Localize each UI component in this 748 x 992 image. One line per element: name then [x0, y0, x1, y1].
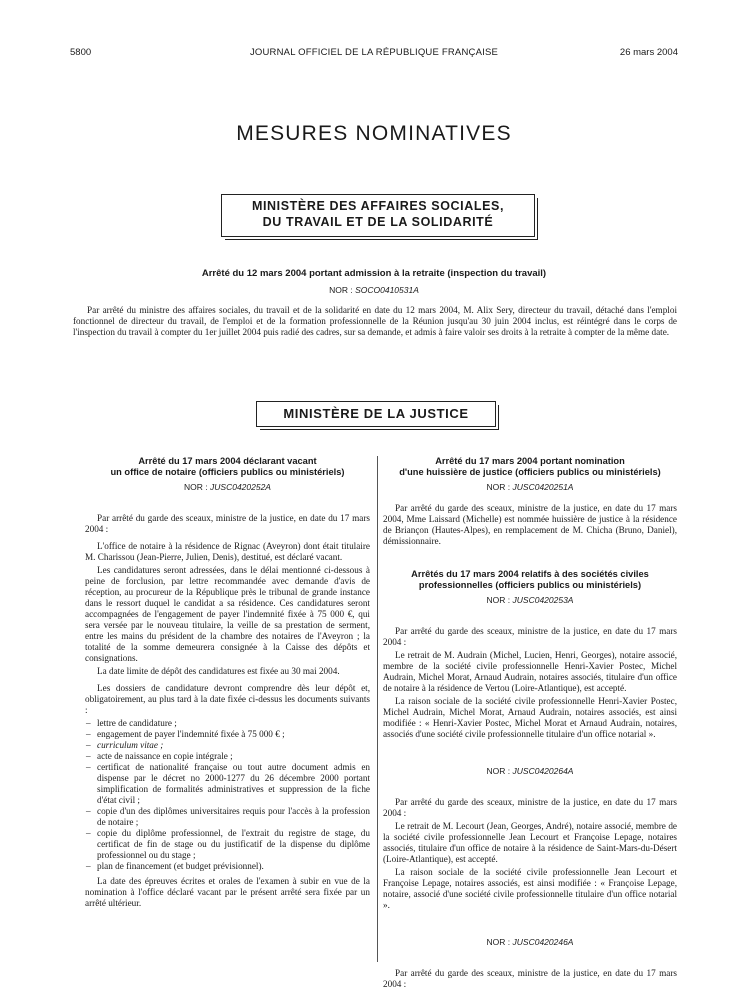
paragraph: Par arrêté du garde des sceaux, ministre de la justice, en date du 17 mars 2004 : — [85, 513, 370, 534]
column-divider — [377, 456, 378, 962]
list-item: – copie du diplôme professionnel, de l'extrait du registre de stage, du certificat de fin de stage ou du justificatif de la dispense du diplôme professionnel ou du stage ; — [85, 828, 370, 861]
paragraph: Le retrait de M. Audrain (Michel, Lucien, Henri, Georges), notaire associé, membre de la société civile professionnelle Henri-Xavier Postec, Michel Audrain, Michel Morat, Arnaud Audrain, notaires associés, titulaire d'un office de notaire à la résidence de Vertou (Loire-Atlantique), est accepté. — [383, 650, 677, 693]
paragraph: La date limite de dépôt des candidatures est fixée au 30 mai 2004. — [97, 666, 340, 676]
scp-arrete-1-nor — [383, 595, 677, 606]
scp-arrete-2-nor — [383, 766, 677, 777]
nor-label: NOR : — [329, 285, 353, 295]
list-item: – lettre de candidature ; — [85, 718, 370, 729]
ministry-line-1: MINISTÈRE DES AFFAIRES SOCIALES, — [251, 199, 505, 213]
right-column — [383, 456, 677, 992]
ministry-box-social-affairs — [221, 194, 535, 237]
nor-code: JUSC0420251A — [512, 482, 574, 492]
paragraph: Les candidatures seront adressées, dans le délai mentionné ci-dessous à peine de forclusion, par lettre recommandée avec demande d'avis de réception, au procureur de la République près le tribunal de grande instance dans le ressort duquel le candidat a sa résidence. Ces candidatures seront accompagnées de l'engagement de payer l'indemnité fixée à 75 000 €, qui sera versée par le nouveau titulaire, la veille de sa prestation de serment, entre les mains du président de la chambre des notaires de l'Aveyron ; la totalité de la somme demeurera consignée à la Caisse des dépôts et consignations. — [85, 565, 370, 663]
scp-arretes-title-line-1: Arrêtés du 17 mars 2004 relatifs à des sociétés civiles — [411, 569, 649, 579]
list-item: – curriculum vitae ; — [85, 740, 370, 751]
bailiff-nomination-title-line-1: Arrêté du 17 mars 2004 portant nomination — [435, 456, 625, 466]
arrete-retirement-nor — [0, 285, 748, 295]
running-header — [70, 47, 678, 61]
paragraph: L'office de notaire à la résidence de Rignac (Aveyron) dont était titulaire M. Charissou (Jean-Pierre, Julien, Denis), destitué, est déclaré vacant. — [85, 541, 370, 562]
paragraph: La date des épreuves écrites et orales de l'examen à subir en vue de la nomination à l'office déclaré vacant par le présent arrêté sera fixée par un arrêté ultérieur. — [85, 876, 370, 908]
notary-vacancy-title-line-1: Arrêté du 17 mars 2004 déclarant vacant — [138, 456, 317, 466]
journal-title: JOURNAL OFFICIEL DE LA RÉPUBLIQUE FRANÇAISE — [249, 47, 499, 58]
bailiff-nomination-nor — [383, 482, 677, 493]
paragraph: La raison sociale de la société civile professionnelle Jean Lecourt et Françoise Lepage, notaires associés, est ainsi modifiée : « Françoise Lepage, notaire, associé d'une société civile professionnelle titulaire d'un office notarial ». — [383, 867, 677, 910]
ministry-box-justice: MINISTÈRE DE LA JUSTICE — [256, 401, 496, 427]
paragraph: Par arrêté du garde des sceaux, ministre de la justice, en date du 17 mars 2004 : — [383, 626, 677, 647]
scp-arrete-3-nor — [383, 937, 677, 948]
nor-label: NOR : — [486, 766, 511, 776]
list-item: – engagement de payer l'indemnité fixée à 75 000 € ; — [85, 729, 370, 740]
nor-label: NOR : — [486, 595, 511, 605]
paragraph: Par arrêté du garde des sceaux, ministre de la justice, en date du 17 mars 2004 : — [383, 797, 677, 818]
nor-code: JUSC0420264A — [512, 766, 574, 776]
notary-vacancy-title-line-2: un office de notaire (officiers publics ou ministériels) — [110, 467, 345, 477]
issue-date: 26 mars 2004 — [619, 47, 678, 58]
page-number: 5800 — [70, 47, 92, 58]
notary-vacancy-nor — [85, 482, 370, 493]
bailiff-nomination-title-line-2: d'une huissière de justice (officiers publics ou ministériels) — [399, 467, 661, 477]
list-item: – copie d'un des diplômes universitaires requis pour l'accès à la profession de notaire ; — [85, 806, 370, 828]
paragraph: Les dossiers de candidature devront comprendre dès leur dépôt et, obligatoirement, au plus tard à la date fixée ci-dessus les documents suivants : — [85, 683, 370, 715]
ministry-line-2: DU TRAVAIL ET DE LA SOLIDARITÉ — [262, 215, 494, 229]
required-documents-list — [85, 718, 370, 872]
nor-label: NOR : — [486, 937, 511, 947]
list-item: – acte de naissance en copie intégrale ; — [85, 751, 370, 762]
paragraph: Par arrêté du garde des sceaux, ministre de la justice, en date du 17 mars 2004 : — [383, 968, 677, 989]
scp-arretes-title-line-2: professionnelles (officiers publics ou ministériels) — [418, 580, 642, 590]
list-item: – certificat de nationalité française ou tout autre document admis en dispense par le décret no 2000-1277 du 26 décembre 2000 portant simplification de formalités administratives et suppression de la fiche d'état civil ; — [85, 762, 370, 806]
arrete-retirement-title: Arrêté du 12 mars 2004 portant admission à la retraite (inspection du travail) — [201, 268, 547, 279]
section-heading: MESURES NOMINATIVES — [236, 122, 512, 145]
list-item: – plan de financement (et budget prévisionnel). — [85, 861, 370, 872]
nor-code: SOCO0410531A — [355, 285, 419, 295]
nor-label: NOR : — [184, 482, 208, 492]
nor-code: JUSC0420253A — [512, 595, 574, 605]
paragraph: Par arrêté du garde des sceaux, ministre de la justice, en date du 17 mars 2004, Mme Laissard (Michelle) est nommée huissière de justice à la résidence de Briançon (Hautes-Alpes), en remplacement de M. Chicha (Bruno, Daniel), démissionnaire. — [383, 503, 677, 546]
arrete-retirement-text: Par arrêté du ministre des affaires sociales, du travail et de la solidarité en date du 12 mars 2004, M. Alix Sery, directeur du travail, détaché dans l'emploi fonctionnel de directeur du travail, de l'emploi et de la formation professionnelle de la Réunion jusqu'au 30 juin 2004 inclus, est réintégré dans le corps de l'inspection du travail à compter du 1er juillet 2004 puis radié des cadres, sur sa demande, et admis à faire valoir ses droits à la retraite à compter de la même date. — [73, 305, 677, 337]
paragraph: Le retrait de M. Lecourt (Jean, Georges, André), notaire associé, membre de la société civile professionnelle Jean Lecourt et Françoise Lepage, notaires associés, titulaire d'un office de notaire à la résidence de Saint-Mars-du-Désert (Loire-Atlantique), est accepté. — [383, 821, 677, 864]
left-column — [85, 456, 370, 911]
nor-label: NOR : — [486, 482, 511, 492]
nor-code: JUSC0420246A — [512, 937, 574, 947]
paragraph: La raison sociale de la société civile professionnelle Henri-Xavier Postec, Michel Audrain, Michel Morat, Arnaud Audrain, notaires associés, est ainsi modifiée : « Henri-Xavier Postec, Michel Morat et Arnaud Audrain, notaires, associés d'une société civile professionnelle titulaire d'un office notarial ». — [383, 696, 677, 739]
nor-code: JUSC0420252A — [210, 482, 271, 492]
